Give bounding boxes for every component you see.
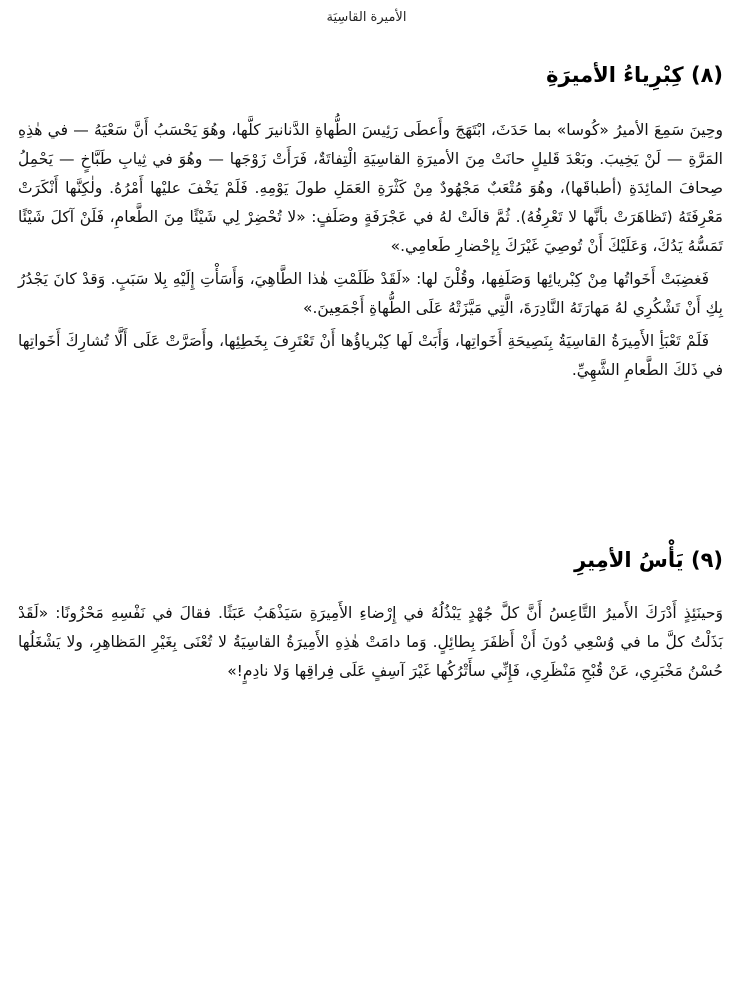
section-9-title: (٩) يَأْسُ الأمِيرِ [574,548,723,572]
section-8-paragraph-2: فَغضِبَتْ أَخَواتُها مِنْ كِبْريائِها وَصَلَفِها، وقُلْنَ لها: «لَقَدْ ظَلَمْتِ هٰذا الطَّاهِيَ، وَأَسَأْتِ إِلَيْهِ بِلا سَبَبٍ. وَقدْ كانَ يَجْدُرُ بِكِ أَنْ تَشْكُرِي لهُ مَهارَتَهُ النَّادِرَةَ، الَّتِي مَيَّزَتْهُ عَلَى الطُّهاةِ أَجْمَعِينَ.» [18,270,723,317]
section-8-paragraph-1: وحِينَ سَمِعَ الأميرُ «كُوسا» بما حَدَثَ، ابْتَهَجَ وأَعطَى رَئِيسَ الطُّهاةِ الدَّنانيرَ كلَّها، وهُوَ يَحْسَبُ أَنَّ سَعْيَهُ — في هٰذِهِ المَرَّةِ — لَنْ يَخِيبَ. وبَعْدَ قَليلٍ حانَتْ مِنَ الأميرَةِ القاسِيَةِ الْتِفاتَةٌ، فَرَأَتْ زَوْجَها — وهُوَ في ثِيابِ طَبَّاخٍ — يَحْمِلُ صِحافَ المائِدَةِ (أطباقَها)، وهُوَ مُتْعَبٌ مَجْهُودٌ مِنْ كَثْرَةِ العَمَلِ طولَ يَوْمِهِ. فَلَمْ يَخْفَ عليْها أَمْرُهُ. ولٰكِنَّها أَنْكَرَتْ مَعْرِفَتَهُ (تَظاهَرَتْ بأنَّها لا تَعْرِفُهُ). ثُمَّ قالَتْ لهُ في عَجْرَفَةٍ وصَلَفٍ: «لا تُحْضِرْ لِي شَيْئًا مِنَ الطَّعامِ، فَلَنْ آكلَ شَيْئًا تَمَسُّهُ يَدُكَ، وَعَلَيْكَ أَنْ تُوصِيَ غَيْرَكَ بِإحْضارِ طَعامِي.» [18,121,723,255]
section-8-paragraph-3: فَلَمْ تَعْبَأِ الأَمِيرَةُ القاسِيَةُ بِنَصِيحَةِ أَخَواتِها، وَأَبَتْ لَها كِبْرياؤُها أَنْ تَعْتَرِفَ بِخَطِئِها، وأَصَرَّتْ عَلَى أَلَّا تُشارِكَ أَخَواتِها في ذَلكَ الطَّعامِ الشَّهِيِّ. [18,332,723,379]
running-header: الأميرة القاسِيَة [326,10,407,25]
section-8-title: (٨) كِبْرِياءُ الأميرَةِ [546,63,723,87]
section-9-paragraph-1: وَحينَئِذٍ أَدْرَكَ الأَميرُ التَّاعِسُ أَنَّ كلَّ جُهْدٍ يَبْذُلُهُ في إِرْضاءِ الأَمِيرَةِ سَيَذْهَبُ عَبَثًا. فقالَ في نَفْسِهِ مَحْزُونًا: «لَقَدْ بَذَلْتُ كلَّ ما في وُسْعِي دُونَ أَنْ أَظفَرَ بِطائِلٍ. وَما دامَتْ هٰذِهِ الأَمِيرَةُ القاسِيَةُ لا تُعْنَى بِغَيْرِ المَظاهِرِ، ولا يَشْغَلُها حُسْنُ مَخْبَرِي، عَنْ قُبْحِ مَنْظَرِي، فَإِنِّي سأَتْرُكُها غَيْرَ آسِفٍ عَلَى فِراقِها وَلا نادِمٍ!» [18,604,723,680]
section-8 [18,60,723,385]
section-9 [18,545,723,686]
